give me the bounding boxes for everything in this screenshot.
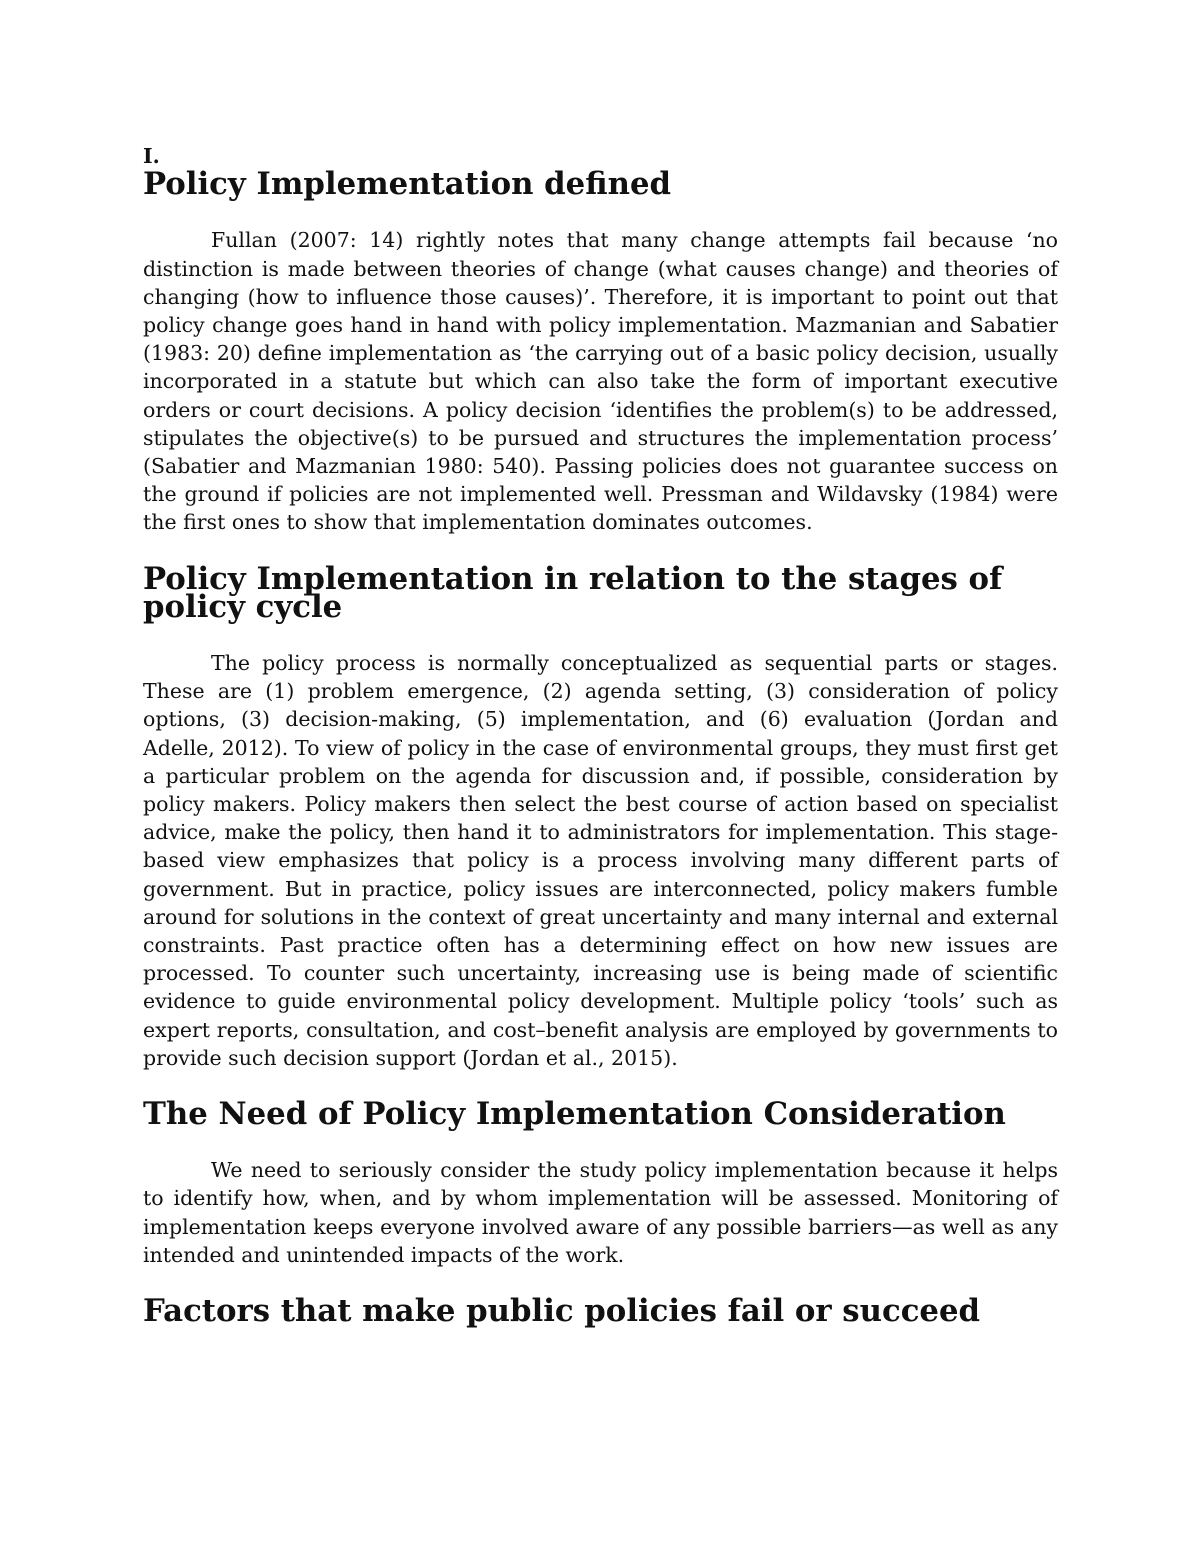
- spacer: [143, 621, 1058, 649]
- heading-factors-fail-succeed: Factors that make public policies fail or succeed: [143, 1293, 981, 1330]
- paragraph-definition: Fullan (2007: 14) rightly notes that many change attempts fail because ‘no distinction is made between theories of change (what causes change) and theories of changing (how to influence those causes)’. Therefore, it is important to point out that policy change goes hand in hand with policy implementation. Mazmanian and Sabatier (1983: 20) define implementation as ‘the carrying out of a basic policy decision, usually incorporated in a statute but which can also take the form of important executive orders or court decisions. A policy decision ‘identifies the problem(s) to be addressed, stipulates the objective(s) to be pursued and structures the implementation process’ (Sabatier and Mazmanian 1980: 540). Passing policies does not guarantee success on the ground if policies are not implemented well. Pressman and Wildavsky (1984) were the first ones to show that implementation dominates outcomes.: [143, 228, 1058, 535]
- heading-policy-cycle: Policy Implementation in relation to the stages of policy cycle: [143, 560, 1003, 625]
- paragraph-need-of-consideration: We need to seriously consider the study policy implementation because it helps to identify how, when, and by whom implementation will be assessed. Monitoring of implementation keeps everyone involved aware of any possible barriers—as well as any intended and unintended impacts of the work.: [143, 1158, 1058, 1267]
- spacer: [143, 198, 1058, 226]
- paragraph-policy-cycle: The policy process is normally conceptualized as sequential parts or stages. These are (1) problem emergence, (2) agenda setting, (3) consideration of policy options, (3) decision-making, (5) implementation, and (6) evaluation (Jordan and Adelle, 2012). To view of policy in the case of environmental groups, they must first get a particular problem on the agenda for discussion and, if possible, consideration by policy makers. Policy makers then select the best course of action based on specialist advice, make the policy, then hand it to administrators for implementation. This stage-based view emphasizes that policy is a process involving many different parts of government. But in practice, policy issues are interconnected, policy makers fumble around for solutions in the context of great uncertainty and many internal and external constraints. Past practice often has a determining effect on how new issues are processed. To counter such uncertainty, increasing use is being made of scientific evidence to guide environmental policy development. Multiple policy ‘tools’ such as expert reports, consultation, and cost–benefit analysis are employed by governments to provide such decision support (Jordan et al., 2015).: [143, 651, 1058, 1070]
- section-number: I.: [143, 144, 160, 168]
- spacer: [143, 1128, 1058, 1156]
- heading-need-of-consideration: The Need of Policy Implementation Consideration: [143, 1096, 1006, 1133]
- document-page: [143, 142, 1058, 1330]
- heading-policy-implementation-defined: Policy Implementation defined: [143, 166, 672, 203]
